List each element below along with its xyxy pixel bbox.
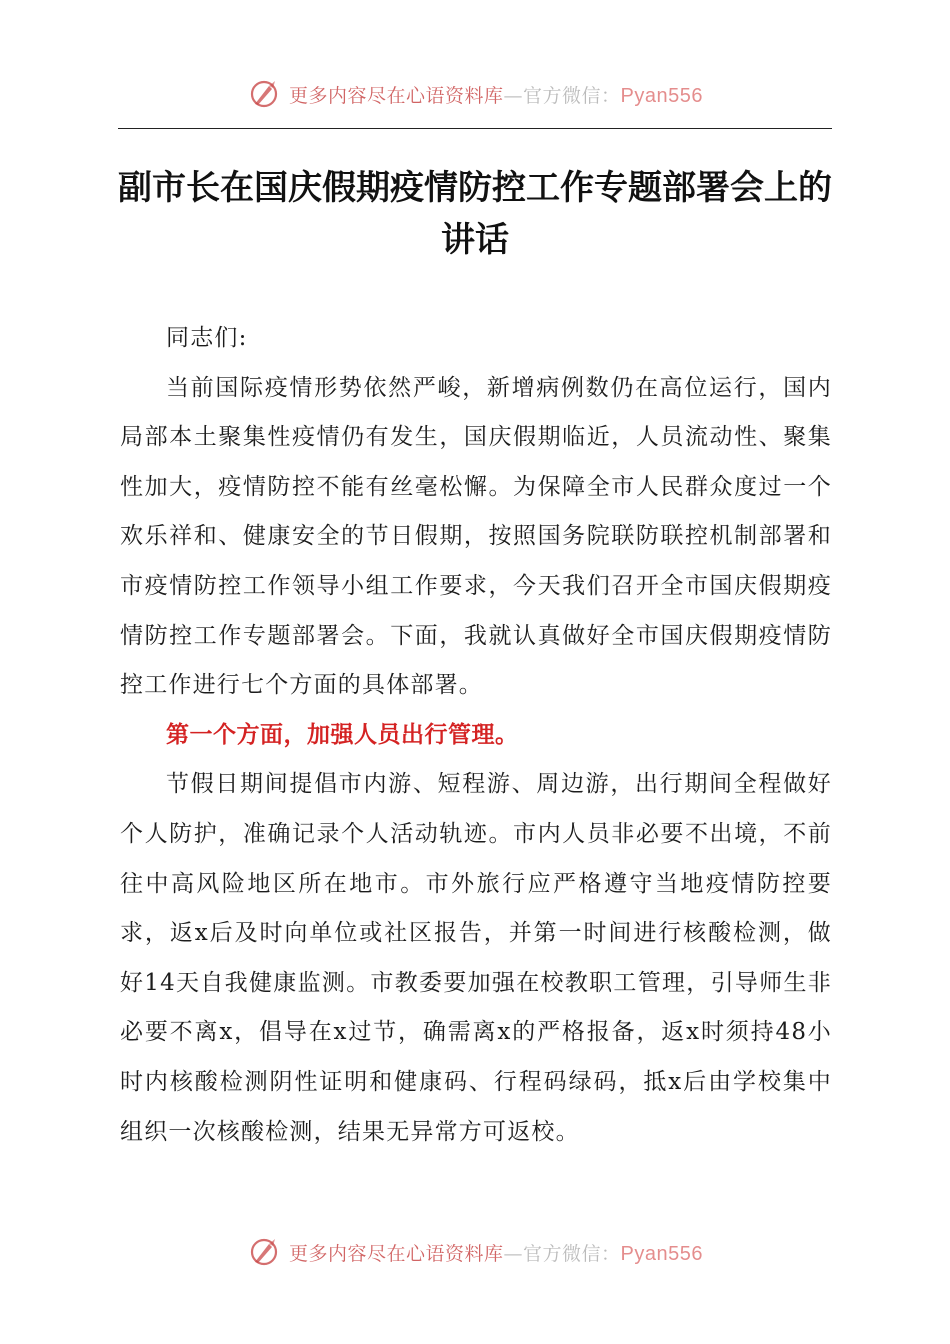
document-body [120,314,832,1157]
footer-banner-wechat: 官方微信： [523,1242,621,1265]
intro-paragraph: 当前国际疫情形势依然严峻，新增病例数仍在高位运行，国内局部本土聚集性疫情仍有发生，国庆假期临近，人员流动性、聚集性加大，疫情防控不能有丝毫松懈。为保障全市人民群众度过一个欢乐祥和、健康安全的节日假期，按照国务院联防联控机制部署和市疫情防控工作领导小组工作要求，今天我们召开全市国庆假期疫情防控工作专题部署会。下面，我就认真做好全市国庆假期疫情防控工作进行七个方面的具体部署。 [120,374,832,699]
salutation: 同志们: [166,325,248,351]
quill-logo-icon [247,77,281,111]
section-paragraph: 节假日期间提倡市内游、短程游、周边游，出行期间全程做好个人防护，准确记录个人活动轨迹。市内人员非必要不出境，不前往中高风险地区所在地市。市外旅行应严格遵守当地疫情防控要求，返x后及时向单位或社区报告，并第一时间进行核酸检测，做好14天自我健康监测。市教委要加强在校教职工管理，引导师生非必要不离x，倡导在x过节，确需离x的严格报备，返x时须持48小时内核酸检测阴性证明和健康码、行程码绿码，抵x后由学校集中组织一次核酸检测，结果无异常方可返校。 [120,771,832,1145]
quill-logo-icon [247,1235,281,1269]
header-divider [118,128,832,129]
header-banner-text [289,81,703,108]
footer-banner-text [289,1239,703,1266]
header-banner-sep: — [503,84,524,107]
footer-banner-id: Pyan556 [620,1242,703,1265]
header-banner-main: 更多内容尽在心语资料库 [289,84,504,107]
page-title: 副市长在国庆假期疫情防控工作专题部署会上的讲话 [118,168,832,260]
header-watermark-banner [0,72,950,116]
section-heading: 第一个方面，加强人员出行管理。 [166,721,519,748]
header-banner-wechat: 官方微信： [523,84,621,107]
footer-watermark-banner [0,1230,950,1274]
footer-banner-sep: — [503,1242,524,1265]
header-banner-id: Pyan556 [620,84,703,107]
footer-banner-main: 更多内容尽在心语资料库 [289,1242,504,1265]
